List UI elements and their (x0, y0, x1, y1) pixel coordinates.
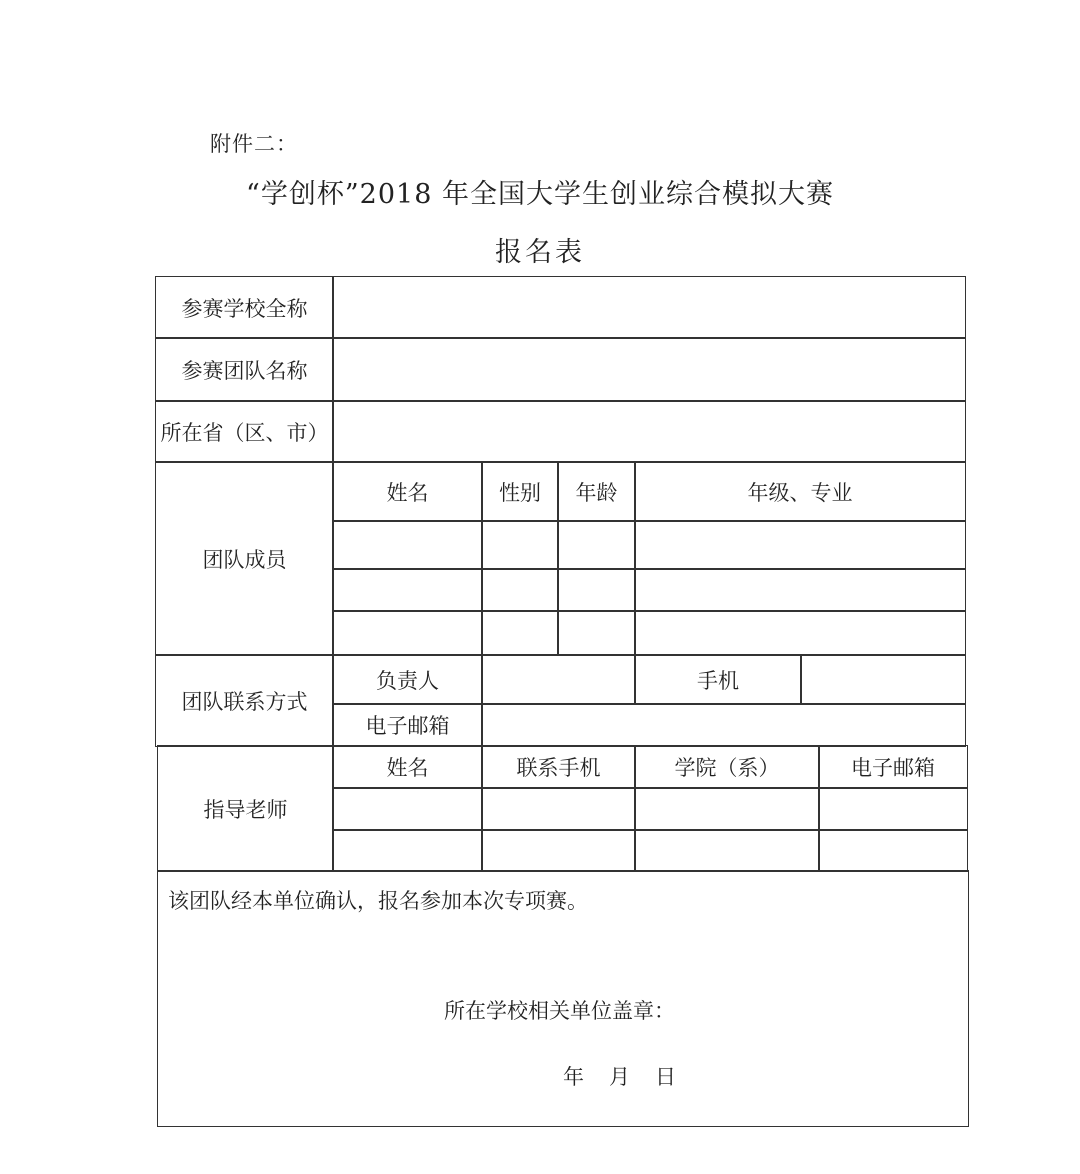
date-day-label: 日 (655, 1065, 676, 1089)
member-1-gender-cell[interactable] (481, 520, 559, 570)
school-name-field[interactable] (332, 276, 966, 339)
advisor-2-email-cell[interactable] (818, 829, 968, 872)
advisor-1-email-cell[interactable] (818, 787, 968, 831)
member-2-name-cell[interactable] (332, 568, 483, 612)
team-contact-label: 团队联系方式 (155, 654, 334, 747)
members-col-age: 年龄 (557, 461, 636, 522)
advisor-label: 指导老师 (157, 745, 334, 872)
member-2-gender-cell[interactable] (481, 568, 559, 612)
members-col-name: 姓名 (332, 461, 483, 522)
leader-label: 负责人 (332, 654, 483, 705)
province-label: 所在省（区、市） (155, 400, 334, 463)
member-2-age-cell[interactable] (557, 568, 636, 612)
team-members-label: 团队成员 (155, 461, 334, 656)
phone-label: 手机 (634, 654, 802, 705)
email-label: 电子邮箱 (332, 703, 483, 747)
member-3-grade-major-cell[interactable] (634, 610, 966, 656)
member-3-name-cell[interactable] (332, 610, 483, 656)
date-month-label: 月 (609, 1065, 630, 1089)
advisor-2-name-cell[interactable] (332, 829, 483, 872)
leader-field[interactable] (481, 654, 636, 705)
member-1-name-cell[interactable] (332, 520, 483, 570)
member-1-age-cell[interactable] (557, 520, 636, 570)
advisor-1-name-cell[interactable] (332, 787, 483, 831)
team-name-field[interactable] (332, 337, 966, 402)
advisor-1-college-cell[interactable] (634, 787, 820, 831)
form-subtitle: 报名表 (495, 237, 585, 268)
date-line (563, 1061, 676, 1091)
confirmation-box (157, 870, 969, 1127)
attachment-label: 附件二： (210, 132, 298, 156)
members-col-gender: 性别 (481, 461, 559, 522)
advisor-col-college: 学院（系） (634, 745, 820, 789)
email-field[interactable] (481, 703, 966, 747)
advisor-col-phone: 联系手机 (481, 745, 636, 789)
date-year-label: 年 (563, 1065, 584, 1089)
advisor-1-phone-cell[interactable] (481, 787, 636, 831)
stamp-label: 所在学校相关单位盖章： (444, 999, 675, 1023)
members-col-grade-major: 年级、专业 (634, 461, 966, 522)
member-3-gender-cell[interactable] (481, 610, 559, 656)
form-title: “学创杯”2018 年全国大学生创业综合模拟大赛 (246, 179, 834, 210)
province-field[interactable] (332, 400, 966, 463)
school-name-label: 参赛学校全称 (155, 276, 334, 339)
team-name-label: 参赛团队名称 (155, 337, 334, 402)
advisor-2-college-cell[interactable] (634, 829, 820, 872)
advisor-col-name: 姓名 (332, 745, 483, 789)
member-3-age-cell[interactable] (557, 610, 636, 656)
advisor-col-email: 电子邮箱 (818, 745, 968, 789)
phone-field[interactable] (800, 654, 966, 705)
advisor-2-phone-cell[interactable] (481, 829, 636, 872)
member-1-grade-major-cell[interactable] (634, 520, 966, 570)
member-2-grade-major-cell[interactable] (634, 568, 966, 612)
confirmation-statement: 该团队经本单位确认，报名参加本次专项赛。 (168, 889, 588, 913)
